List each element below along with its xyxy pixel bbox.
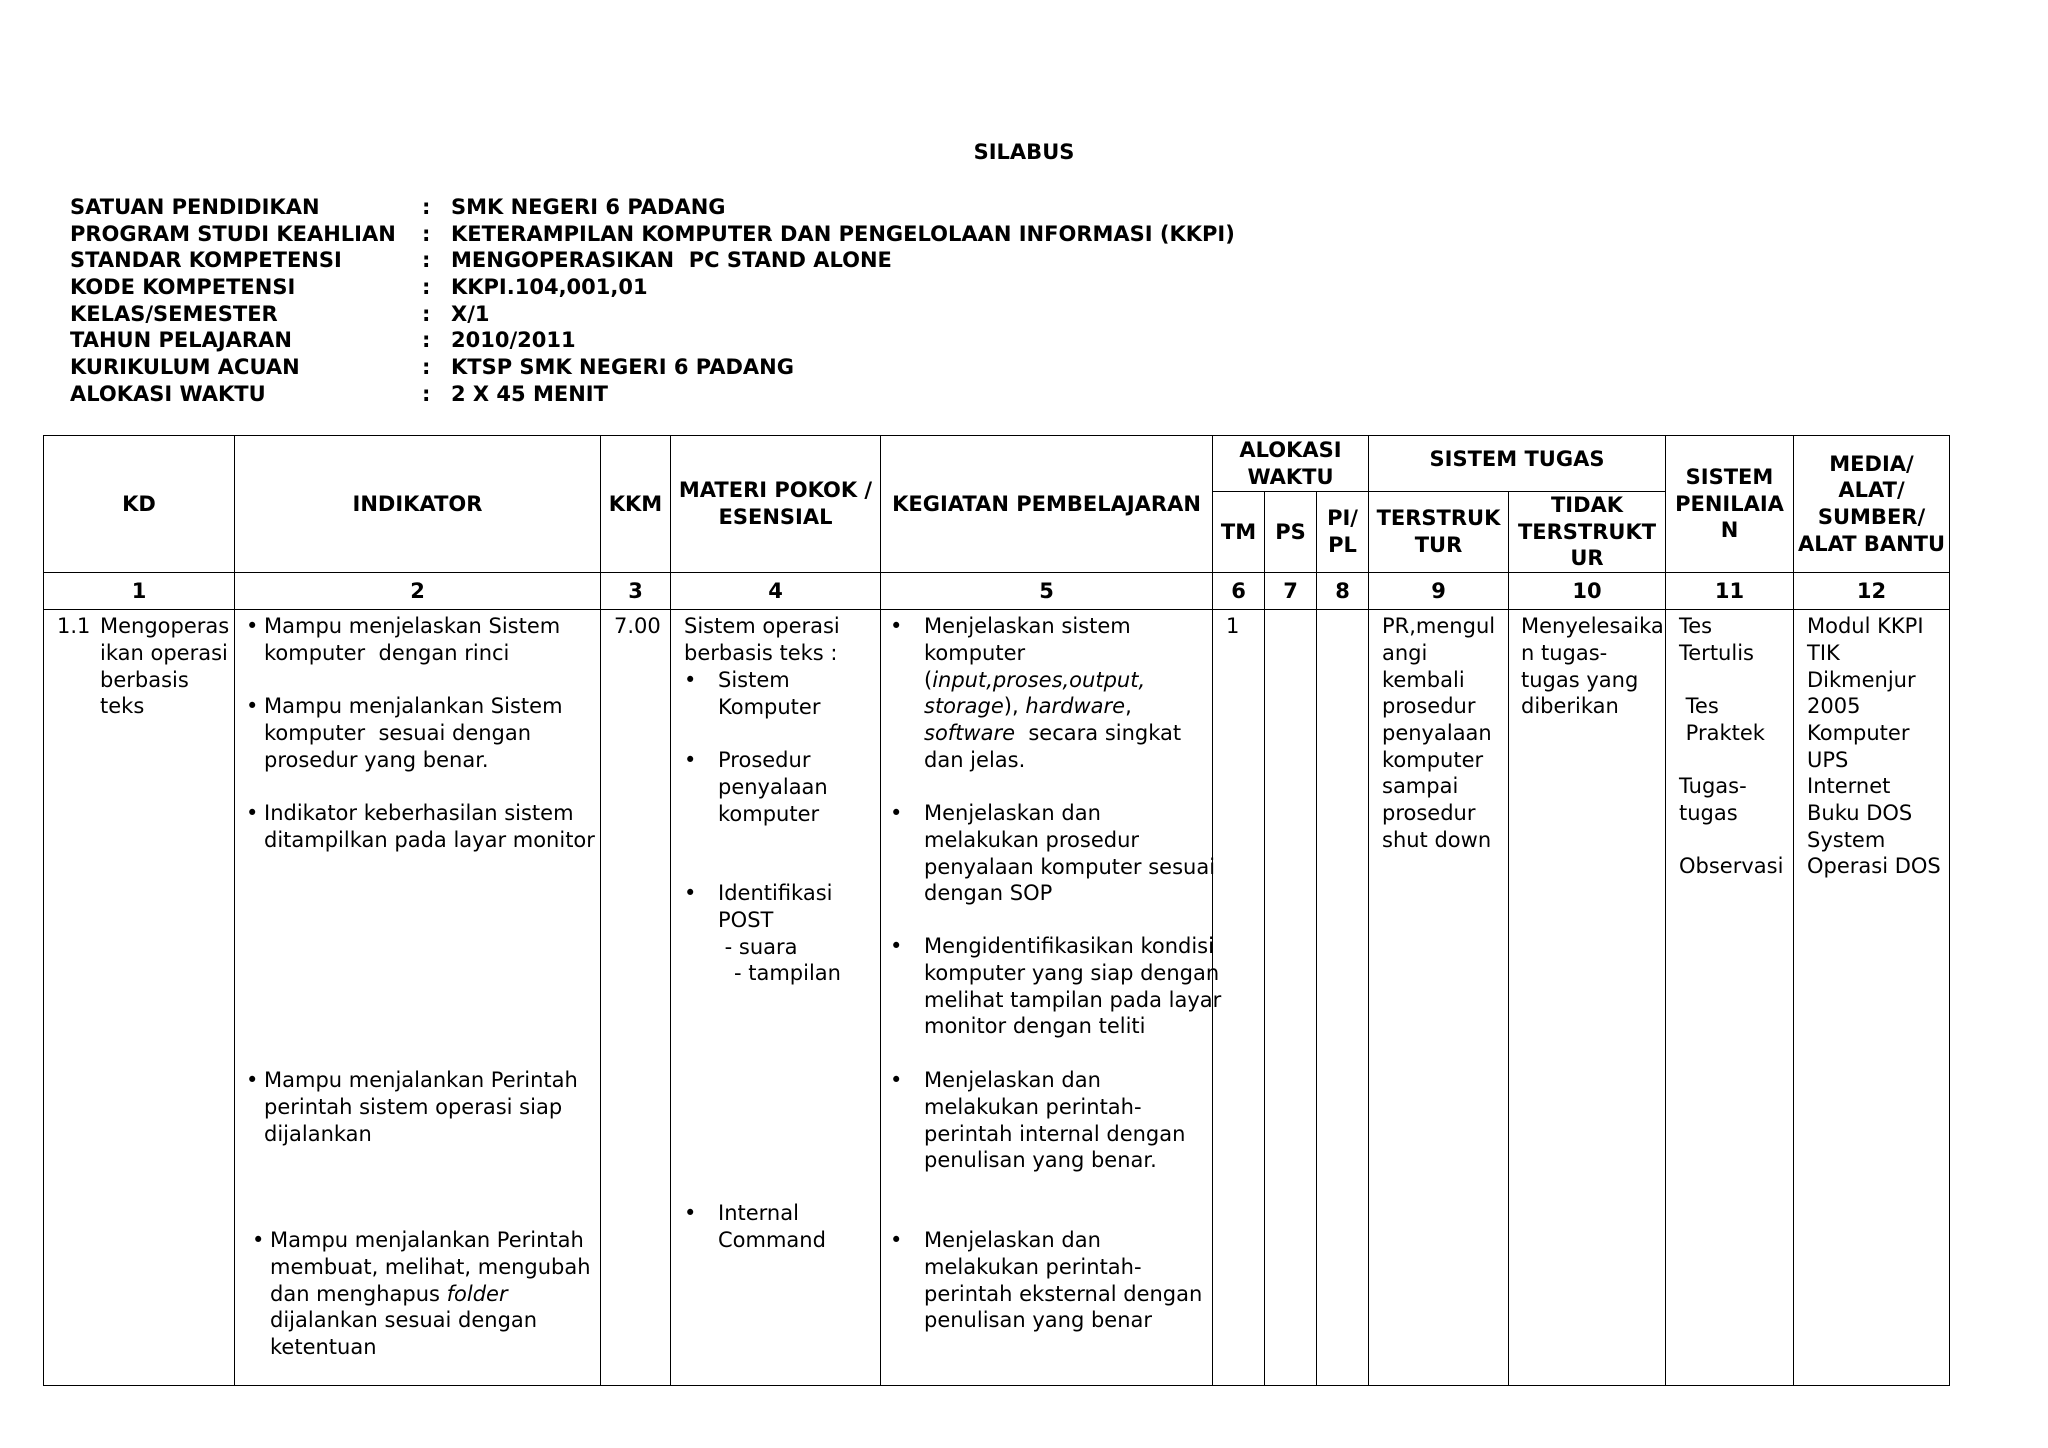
italic-term: storage bbox=[924, 694, 1004, 719]
cell-kkm bbox=[601, 610, 671, 1386]
text-line: prosedur bbox=[1382, 694, 1476, 719]
materi-item bbox=[718, 1200, 826, 1253]
meta-separator: : bbox=[422, 275, 431, 300]
text-line: penulisan yang benar. bbox=[924, 1148, 1157, 1173]
text-span: ( bbox=[924, 667, 933, 692]
cell-ps bbox=[1265, 610, 1317, 1386]
text-line: angi bbox=[1382, 640, 1428, 665]
cell-materi bbox=[671, 610, 881, 1386]
column-number: 5 bbox=[881, 573, 1213, 610]
text-line: membuat, melihat, mengubah bbox=[270, 1254, 591, 1279]
meta-label: ALOKASI WAKTU bbox=[70, 381, 266, 406]
header-line: ALAT/ bbox=[1838, 478, 1905, 503]
text-line: melakukan perintah- bbox=[924, 1094, 1142, 1119]
header-kkm: KKM bbox=[601, 436, 671, 573]
meta-row-satuan bbox=[70, 194, 1235, 221]
header-materi bbox=[671, 436, 881, 573]
meta-value: KKPI.104,001,01 bbox=[451, 275, 648, 300]
text-line: diberikan bbox=[1521, 694, 1619, 719]
meta-separator: : bbox=[422, 221, 431, 246]
text-line: - suara bbox=[718, 934, 798, 959]
header-kegiatan: KEGIATAN PEMBELAJARAN bbox=[881, 436, 1213, 573]
cell-media bbox=[1794, 610, 1950, 1386]
kegiatan-item bbox=[924, 613, 1181, 773]
text-line: perintah internal dengan bbox=[924, 1121, 1186, 1146]
text-line: • Indikator keberhasilan sistem bbox=[264, 801, 574, 826]
header-line: SUMBER/ bbox=[1817, 505, 1926, 530]
column-number: 3 bbox=[601, 573, 671, 610]
header-line: ESENSIAL bbox=[718, 505, 833, 530]
meta-row-kurikulum bbox=[70, 354, 1235, 381]
column-number: 7 bbox=[1265, 573, 1317, 610]
text-line: Komputer bbox=[1807, 720, 1910, 745]
text-line: Tertulis bbox=[1679, 640, 1754, 665]
text-line: POST bbox=[718, 907, 774, 932]
text-line: • Menjelaskan dan bbox=[924, 1068, 1101, 1093]
text-line: • Menjelaskan dan bbox=[924, 1228, 1101, 1253]
text-line: System bbox=[1807, 827, 1886, 852]
text-span: ), bbox=[1003, 694, 1026, 719]
text-line: • Mampu menjalankan Perintah bbox=[264, 1068, 578, 1093]
header-line: SISTEM bbox=[1685, 465, 1774, 489]
text-line: prosedur bbox=[1382, 801, 1476, 826]
header-line: PENILAIA bbox=[1675, 491, 1784, 516]
text-line: Operasi DOS bbox=[1807, 854, 1941, 879]
text-line: ketentuan bbox=[270, 1334, 377, 1359]
meta-separator: : bbox=[422, 355, 431, 380]
meta-label: STANDAR KOMPETENSI bbox=[70, 248, 342, 273]
meta-value: KETERAMPILAN KOMPUTER DAN PENGELOLAAN INFORMASI (KKPI) bbox=[451, 221, 1235, 246]
meta-label: PROGRAM STUDI KEAHLIAN bbox=[70, 221, 396, 246]
materi-item bbox=[718, 747, 828, 827]
indikator-item bbox=[270, 1227, 591, 1361]
column-number: 10 bbox=[1509, 573, 1666, 610]
folder-term: folder bbox=[446, 1281, 508, 1306]
meta-label: KELAS/SEMESTER bbox=[70, 301, 278, 326]
text-line: • Internal bbox=[718, 1201, 799, 1226]
header-tm: TM bbox=[1213, 492, 1265, 573]
text-line: melakukan perintah- bbox=[924, 1254, 1142, 1279]
text-line: dan jelas. bbox=[924, 747, 1026, 772]
text-line: ikan operasi bbox=[100, 640, 228, 665]
document-title: SILABUS bbox=[973, 140, 1075, 164]
text-line: kembali bbox=[1382, 667, 1465, 692]
text-line: Menyelesaika bbox=[1521, 614, 1664, 639]
text-line: penyalaan komputer sesuai bbox=[924, 854, 1216, 879]
materi-item bbox=[718, 667, 820, 720]
text-line: • Mampu menjelaskan Sistem bbox=[264, 614, 561, 639]
header-ps: PS bbox=[1265, 492, 1317, 573]
text-line: • Identifikasi bbox=[718, 881, 833, 906]
text-line: shut down bbox=[1382, 827, 1492, 852]
text-line: penulisan yang benar bbox=[924, 1308, 1153, 1333]
text-line: komputer sesuai dengan bbox=[264, 720, 532, 745]
meta-value: X/1 bbox=[451, 301, 490, 326]
materi-intro bbox=[684, 613, 840, 666]
meta-value: 2010/2011 bbox=[451, 328, 576, 353]
meta-separator: : bbox=[422, 381, 431, 406]
header-media bbox=[1794, 436, 1950, 573]
kkm-value: 7.00 bbox=[614, 614, 661, 639]
header-line: WAKTU bbox=[1247, 464, 1334, 489]
italic-term: hardware bbox=[1025, 694, 1126, 719]
text-line: - tampilan bbox=[734, 961, 841, 986]
text-line: berbasis bbox=[100, 667, 189, 692]
header-pi-pl bbox=[1317, 492, 1369, 573]
tm-value: 1 bbox=[1226, 614, 1240, 639]
column-number: 4 bbox=[671, 573, 881, 610]
text-line: 2005 bbox=[1807, 694, 1861, 719]
text-line: penyalaan bbox=[718, 774, 828, 799]
text-line: Modul KKPI bbox=[1807, 614, 1924, 639]
text-line: • Mampu menjalankan Perintah bbox=[270, 1228, 584, 1253]
terstruktur-text bbox=[1382, 613, 1495, 853]
header-line: TERSTRUK bbox=[1376, 506, 1501, 531]
column-number: 8 bbox=[1317, 573, 1369, 610]
tidak-terstruktur-text bbox=[1521, 613, 1664, 720]
header-kd: KD bbox=[44, 436, 235, 573]
meta-row-kode bbox=[70, 274, 1235, 301]
text-line: Command bbox=[718, 1227, 826, 1252]
text-line: Internet bbox=[1807, 774, 1891, 799]
content-row bbox=[44, 610, 1950, 1386]
cell-kegiatan bbox=[881, 610, 1222, 1386]
text-line: berbasis teks : bbox=[684, 640, 838, 665]
text-span: dan menghapus bbox=[270, 1281, 447, 1306]
meta-value: KTSP SMK NEGERI 6 PADANG bbox=[451, 355, 794, 380]
header-alokasi bbox=[1213, 436, 1369, 492]
text-line: penyalaan bbox=[1382, 720, 1492, 745]
cell-penilaian bbox=[1666, 610, 1794, 1386]
text-span: , bbox=[1125, 694, 1132, 719]
text-line: • Mengidentifikasikan kondisi bbox=[924, 934, 1214, 959]
text-line: PR,mengul bbox=[1382, 614, 1496, 639]
meta-separator: : bbox=[422, 301, 431, 326]
header-line: UR bbox=[1570, 546, 1604, 571]
header-line: N bbox=[1720, 518, 1739, 543]
text-line: Mengoperas bbox=[100, 614, 230, 639]
text-line: sampai bbox=[1382, 774, 1459, 799]
header-indikator: INDIKATOR bbox=[235, 436, 601, 573]
cell-indikator bbox=[235, 610, 601, 1386]
indikator-item bbox=[264, 613, 560, 666]
meta-row-tahun bbox=[70, 327, 1235, 354]
text-line bbox=[924, 720, 1181, 747]
header-sistem-tugas: SISTEM TUGAS bbox=[1369, 436, 1666, 492]
text-line: prosedur yang benar. bbox=[264, 747, 489, 772]
text-line: Praktek bbox=[1679, 720, 1765, 745]
text-line: melihat tampilan pada layar bbox=[924, 987, 1222, 1012]
cell-terstruktur bbox=[1369, 610, 1509, 1386]
text-line: • Menjelaskan sistem bbox=[924, 614, 1131, 639]
penilaian-text bbox=[1679, 613, 1783, 880]
meta-label: SATUAN PENDIDIKAN bbox=[70, 195, 320, 219]
text-line: melakukan prosedur bbox=[924, 827, 1140, 852]
text-line: UPS bbox=[1807, 747, 1849, 772]
meta-value: SMK NEGERI 6 PADANG bbox=[451, 195, 726, 219]
text-span: secara singkat bbox=[1015, 720, 1182, 745]
materi-item bbox=[718, 880, 841, 987]
text-line: komputer bbox=[718, 801, 820, 826]
header-line: TUR bbox=[1414, 533, 1463, 558]
text-line: komputer yang siap dengan bbox=[924, 960, 1220, 985]
meta-row-program bbox=[70, 221, 1235, 248]
text-line: Sistem operasi bbox=[684, 614, 840, 639]
cell-pi-pl bbox=[1317, 610, 1369, 1386]
header-line: MEDIA/ bbox=[1829, 451, 1914, 476]
metadata-block bbox=[70, 194, 1235, 408]
text-line: • Mampu menjalankan Sistem bbox=[264, 694, 563, 719]
text-line: Komputer bbox=[718, 694, 821, 719]
text-line: • Sistem bbox=[718, 668, 790, 693]
cell-tidak-terstruktur bbox=[1509, 610, 1666, 1386]
meta-label: TAHUN PELAJARAN bbox=[70, 328, 292, 353]
meta-row-standar bbox=[70, 247, 1235, 274]
kd-text bbox=[100, 613, 229, 720]
text-line: Observasi bbox=[1679, 854, 1784, 879]
text-line: Tes bbox=[1679, 694, 1719, 719]
meta-row-alokasi bbox=[70, 381, 1235, 408]
italic-term: software bbox=[924, 720, 1016, 745]
text-line: TIK bbox=[1807, 640, 1840, 665]
text-line bbox=[270, 1281, 591, 1308]
kd-number: 1.1 bbox=[57, 614, 91, 639]
meta-separator: : bbox=[422, 195, 431, 219]
header-terstruktur bbox=[1369, 492, 1509, 573]
italic-terms: input,proses,output, bbox=[932, 667, 1146, 692]
text-line bbox=[924, 693, 1181, 720]
text-line: komputer bbox=[924, 640, 1026, 665]
text-line: komputer dengan rinci bbox=[264, 640, 510, 665]
cell-kd bbox=[44, 610, 235, 1386]
column-number: 6 bbox=[1213, 573, 1265, 610]
meta-value: 2 X 45 MENIT bbox=[451, 381, 608, 406]
column-number: 9 bbox=[1369, 573, 1509, 610]
header-line: TERSTRUKT bbox=[1517, 519, 1657, 544]
indikator-item bbox=[264, 800, 595, 853]
header-line: PI/ bbox=[1327, 506, 1358, 531]
text-line: monitor dengan teliti bbox=[924, 1014, 1146, 1039]
text-line: teks bbox=[100, 694, 145, 719]
media-text bbox=[1807, 613, 1941, 880]
text-line: dijalankan sesuai dengan bbox=[270, 1308, 538, 1333]
meta-separator: : bbox=[422, 328, 431, 353]
meta-separator: : bbox=[422, 248, 431, 273]
kegiatan-item bbox=[924, 933, 1221, 1040]
text-line: komputer bbox=[1382, 747, 1484, 772]
kegiatan-item bbox=[924, 1227, 1202, 1334]
text-line: • Prosedur bbox=[718, 748, 811, 773]
header-line: PL bbox=[1328, 533, 1357, 558]
text-line: ditampilkan pada layar monitor bbox=[264, 827, 595, 852]
meta-label: KODE KOMPETENSI bbox=[70, 275, 296, 300]
text-line: Tes bbox=[1679, 614, 1713, 639]
column-number-row bbox=[44, 573, 1950, 610]
column-number: 11 bbox=[1666, 573, 1794, 610]
meta-label: KURIKULUM ACUAN bbox=[70, 355, 300, 380]
text-line: Tugas- bbox=[1679, 774, 1747, 799]
kegiatan-item bbox=[924, 1067, 1185, 1174]
header-tidak-terstruktur bbox=[1509, 492, 1666, 573]
text-line: tugas bbox=[1679, 801, 1738, 825]
column-number: 1 bbox=[44, 573, 235, 610]
meta-row-kelas bbox=[70, 301, 1235, 328]
column-number: 2 bbox=[235, 573, 601, 610]
header-penilaian bbox=[1666, 436, 1794, 573]
indikator-item bbox=[264, 1067, 578, 1147]
text-line: perintah eksternal dengan bbox=[924, 1281, 1203, 1306]
text-line: dijalankan bbox=[264, 1121, 372, 1146]
text-line: dengan SOP bbox=[924, 881, 1053, 906]
header-line: ALOKASI bbox=[1239, 437, 1342, 462]
header-line: TIDAK bbox=[1550, 493, 1624, 517]
header-line: ALAT BANTU bbox=[1797, 531, 1946, 556]
indikator-item bbox=[264, 693, 563, 773]
text-line: perintah sistem operasi siap bbox=[264, 1094, 563, 1119]
text-line bbox=[924, 667, 1181, 694]
text-line: • Menjelaskan dan bbox=[924, 801, 1101, 826]
meta-value: MENGOPERASIKAN PC STAND ALONE bbox=[451, 248, 892, 273]
text-line: tugas yang bbox=[1521, 667, 1639, 692]
text-line: Buku DOS bbox=[1807, 801, 1913, 826]
syllabus-table bbox=[43, 435, 1950, 1386]
kegiatan-item bbox=[924, 800, 1215, 907]
header-line: MATERI POKOK / bbox=[678, 478, 873, 503]
text-line: Dikmenjur bbox=[1807, 667, 1916, 692]
text-line: n tugas- bbox=[1521, 640, 1608, 665]
column-number: 12 bbox=[1794, 573, 1950, 610]
cell-tm bbox=[1213, 610, 1265, 1386]
